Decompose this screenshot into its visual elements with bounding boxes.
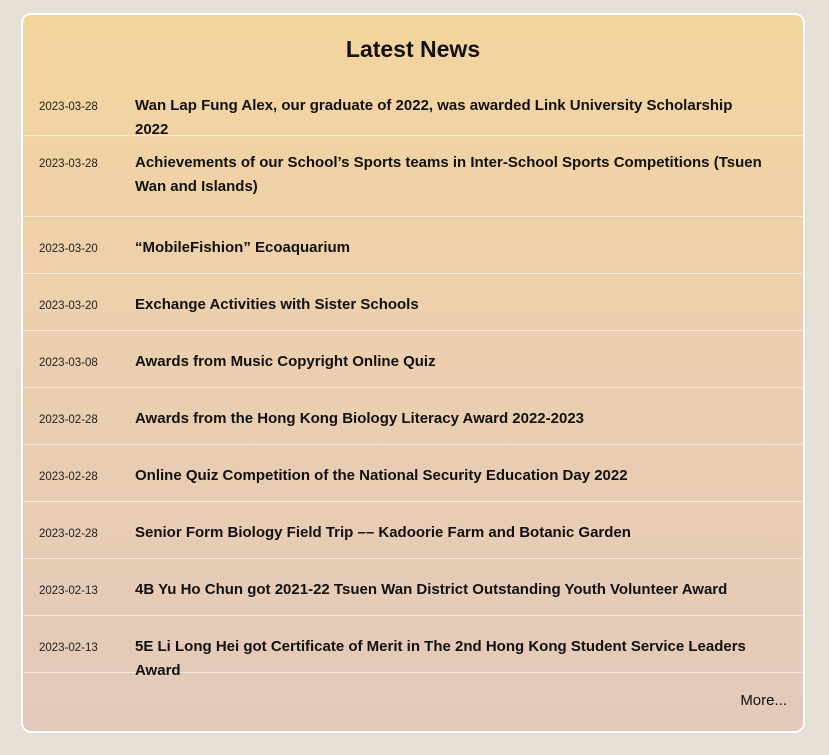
news-item[interactable] [23, 274, 803, 331]
news-list [23, 75, 803, 679]
news-title-link[interactable]: Awards from Music Copyright Online Quiz [135, 353, 436, 370]
news-date: 2023-02-28 [39, 414, 98, 426]
news-title-link[interactable]: Wan Lap Fung Alex, our graduate of 2022, was awarded Link University Scholarship 2022 [135, 97, 733, 138]
news-item[interactable] [23, 502, 803, 559]
news-item[interactable] [23, 331, 803, 388]
news-title-link[interactable]: 5E Li Long Hei got Certificate of Merit in The 2nd Hong Kong Student Service Leaders Award [135, 638, 746, 679]
news-date: 2023-02-28 [39, 528, 98, 540]
news-date: 2023-03-20 [39, 300, 98, 312]
news-title-link[interactable]: 4B Yu Ho Chun got 2021-22 Tsuen Wan District Outstanding Youth Volunteer Award [135, 581, 728, 598]
news-title-link[interactable]: Senior Form Biology Field Trip –– Kadoorie Farm and Botanic Garden [135, 524, 631, 541]
news-item[interactable] [23, 445, 803, 502]
news-date: 2023-03-08 [39, 357, 98, 369]
more-link[interactable]: More... [740, 692, 787, 709]
news-date: 2023-03-28 [39, 158, 98, 170]
news-item[interactable] [23, 559, 803, 616]
news-item[interactable] [23, 388, 803, 445]
section-title: Latest News [345, 36, 481, 62]
news-item[interactable] [23, 75, 803, 136]
news-item[interactable] [23, 136, 803, 217]
news-title-link[interactable]: Achievements of our School’s Sports teams in Inter-School Sports Competitions (Tsuen Wan and Islands) [135, 154, 762, 195]
latest-news-panel [21, 13, 805, 733]
news-title-link[interactable]: Online Quiz Competition of the National Security Education Day 2022 [135, 467, 628, 484]
news-item[interactable] [23, 616, 803, 679]
news-title-link[interactable]: Exchange Activities with Sister Schools [135, 296, 419, 313]
news-date: 2023-02-13 [39, 585, 98, 597]
news-title-link[interactable]: “MobileFishion” Ecoaquarium [135, 239, 351, 256]
news-date: 2023-02-13 [39, 642, 98, 654]
news-title-link[interactable]: Awards from the Hong Kong Biology Literacy Award 2022-2023 [135, 410, 585, 427]
news-date: 2023-03-28 [39, 101, 98, 113]
news-item[interactable] [23, 217, 803, 274]
news-date: 2023-02-28 [39, 471, 98, 483]
news-date: 2023-03-20 [39, 243, 98, 255]
